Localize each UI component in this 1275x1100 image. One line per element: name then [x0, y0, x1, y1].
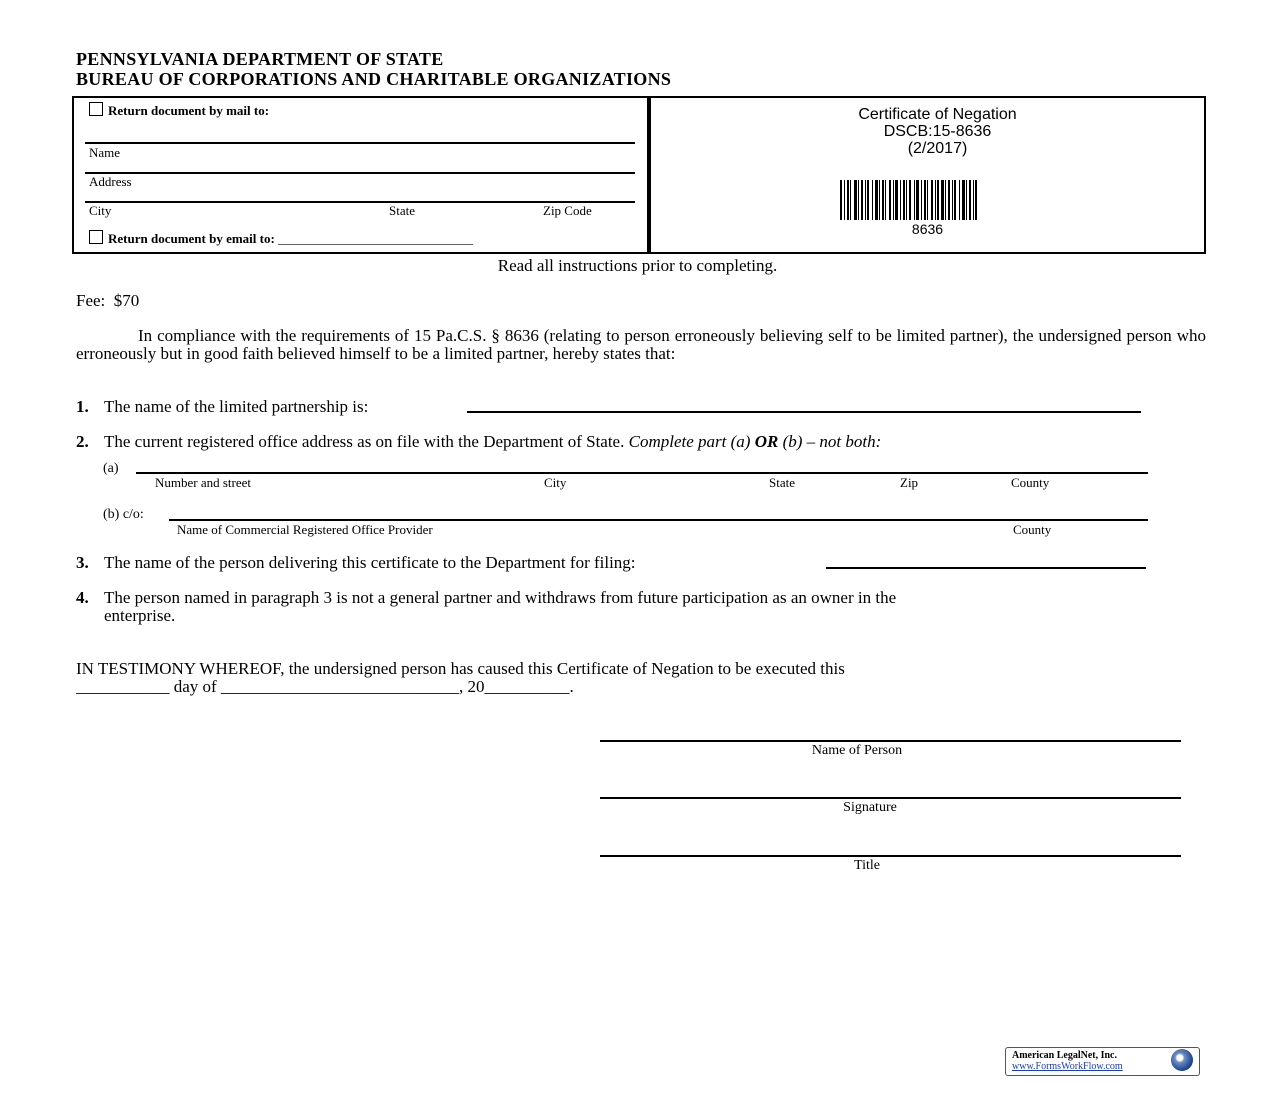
testimony-date-line[interactable]: ___________ day of ____________________________, 20__________. — [76, 677, 574, 696]
barcode — [840, 180, 1015, 220]
item-3-number: 3. — [76, 553, 89, 572]
title-label: Title — [854, 858, 880, 873]
complete-instruction-pre: Complete part (a) — [628, 432, 755, 451]
company-name: American LegalNet, Inc. — [1012, 1050, 1117, 1061]
part-a-street-label: Number and street — [155, 475, 252, 490]
part-a-county-label: County — [1011, 475, 1050, 490]
part-a-state-label: State — [769, 475, 795, 490]
form-id-block — [650, 106, 1225, 157]
barcode-number: 8636 — [911, 221, 944, 237]
part-b-county-label: County — [1013, 522, 1052, 537]
part-b-provider-label: Name of Commercial Registered Office Provider — [177, 522, 433, 537]
company-url[interactable]: www.FormsWorkFlow.com — [1012, 1061, 1123, 1072]
item-2 — [76, 433, 881, 451]
partnership-name-line[interactable] — [467, 411, 1141, 413]
mail-label: Return document by mail to: — [108, 103, 270, 118]
return-by-email-option[interactable] — [89, 230, 473, 247]
name-line[interactable] — [85, 142, 635, 144]
fee: Fee: $70 — [76, 291, 140, 310]
zip-code-label: Zip Code — [543, 203, 592, 218]
testimony-line-1: IN TESTIMONY WHEREOF, the undersigned person has caused this Certificate of Negation to be executed this — [76, 659, 845, 678]
name-of-person-label: Name of Person — [811, 743, 903, 758]
item-4-text-line1: The person named in paragraph 3 is not a general partner and withdraws from future participation as an owner in the — [104, 588, 897, 607]
item-2-number: 2. — [76, 432, 89, 451]
bureau-title: BUREAU OF CORPORATIONS AND CHARITABLE ORGANIZATIONS — [76, 69, 672, 89]
department-title: PENNSYLVANIA DEPARTMENT OF STATE — [76, 49, 444, 69]
city-label: City — [89, 203, 112, 218]
return-by-mail-option[interactable] — [89, 102, 269, 119]
name-label: Name — [89, 145, 121, 160]
signature-label: Signature — [843, 800, 897, 815]
item-3-text: The name of the person delivering this certificate to the Department for filing: — [104, 553, 636, 572]
part-a-city-label: City — [544, 475, 567, 490]
state-label: State — [389, 203, 415, 218]
part-b-label: (b) c/o: — [103, 507, 144, 522]
part-a-zip-label: Zip — [900, 475, 919, 490]
mail-checkbox[interactable] — [89, 102, 103, 116]
address-line[interactable] — [85, 172, 635, 174]
signature-line[interactable] — [600, 797, 1181, 799]
item-4-number: 4. — [76, 588, 89, 607]
instructions-note: Read all instructions prior to completing. — [497, 256, 778, 275]
item-1-text: The name of the limited partnership is: — [104, 397, 369, 416]
item-2-text: The current registered office address as on file with the Department of State. — [104, 432, 625, 451]
form-title: Certificate of Negation — [858, 106, 1017, 123]
item-3 — [76, 554, 636, 572]
item-1 — [76, 398, 368, 416]
form-code: DSCB:15-8636 — [883, 123, 992, 140]
email-label: Return document by email to: — [108, 231, 275, 246]
or-emphasis: OR — [754, 432, 779, 451]
title-line[interactable] — [600, 855, 1181, 857]
item-4-text-line2: enterprise. — [104, 606, 176, 625]
email-blank[interactable]: ______________________________ — [278, 231, 474, 246]
item-1-number: 1. — [76, 397, 89, 416]
email-checkbox[interactable] — [89, 230, 103, 244]
forms-workflow-logo[interactable] — [1005, 1047, 1200, 1076]
delivering-person-line[interactable] — [826, 567, 1146, 569]
part-b-provider-line[interactable] — [169, 519, 1148, 521]
form-revision: (2/2017) — [907, 140, 968, 157]
globe-icon — [1171, 1049, 1193, 1071]
complete-instruction-post: (b) – not both: — [778, 432, 882, 451]
part-a-label: (a) — [103, 461, 119, 476]
item-4 — [76, 589, 896, 607]
part-a-address-line[interactable] — [136, 472, 1148, 474]
address-label: Address — [89, 174, 132, 189]
intro-paragraph: In compliance with the requirements of 15 Pa.C.S. § 8636 (relating to person erroneously believing self to be limited partner), the undersigned person who erroneously but in good faith believed himself to be a limited partner, hereby states that: — [76, 326, 1206, 363]
name-of-person-line[interactable] — [600, 740, 1181, 742]
